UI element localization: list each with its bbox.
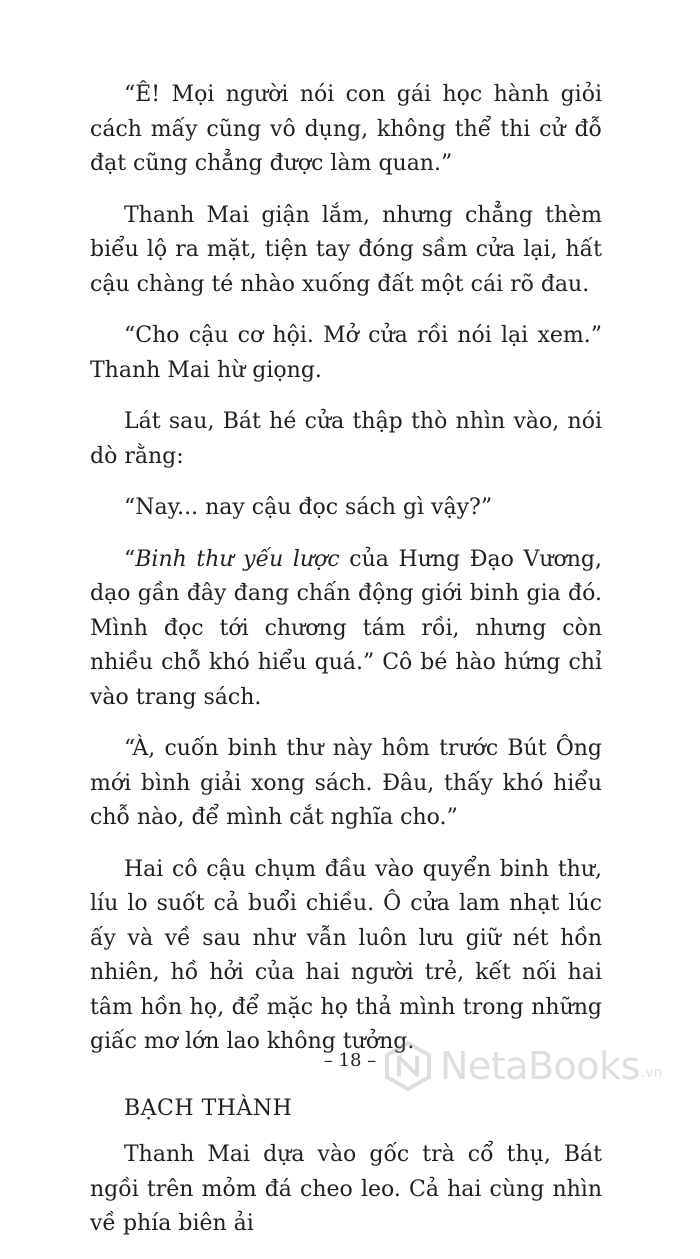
netabooks-logo-icon (382, 1040, 434, 1092)
paragraph-7: “À, cuốn binh thư này hôm trước Bút Ông mới bình giải xong sách. Đâu, thấy khó hiểu chỗ nào, để mình cắt nghĩa cho.” (90, 736, 602, 830)
paragraph-6 (90, 543, 602, 716)
watermark-tld: .vn (640, 1065, 663, 1081)
open-quote: “ (124, 546, 136, 572)
watermark (382, 1040, 662, 1092)
paragraph-3: “Cho cậu cơ hội. Mở cửa rồi nói lại xem.” Thanh Mai hừ giọng. (90, 323, 602, 383)
paragraph-6-rest: của Hưng Đạo Vương, dạo gần đây đang chấn động giới binh gia đó. Mình đọc tới chương tám rồi, nhưng còn nhiều chỗ khó hiểu quá.” Cô bé hào hứng chỉ vào trang sách. (90, 546, 603, 710)
paragraph-4: Lát sau, Bát hé cửa thập thò nhìn vào, nói dò rằng: (90, 409, 602, 469)
watermark-brand: NetaBooks (440, 1044, 640, 1088)
section-heading: BẠCH THÀNH (124, 1095, 293, 1121)
paragraph-1: “Ê! Mọi người nói con gái học hành giỏi cách mấy cũng vô dụng, không thể thi cử đỗ đạt cũng chẳng được làm quan.” (90, 82, 602, 176)
book-title: Binh thư yếu lược (135, 546, 340, 572)
paragraph-2: Thanh Mai giận lắm, nhưng chẳng thèm biểu lộ ra mặt, tiện tay đóng sầm cửa lại, hất cậu chàng té nhào xuống đất một cái rõ đau. (90, 202, 602, 297)
paragraph-5: “Nay... nay cậu đọc sách gì vậy?” (124, 495, 493, 520)
page-number: – 18 – (323, 1050, 377, 1071)
paragraph-8: Hai cô cậu chụm đầu vào quyển binh thư, líu lo suốt cả buổi chiều. Ô cửa lam nhạt lúc ấy và về sau như vẫn luôn lưu giữ nét hồn nhiên, hồ hởi của hai người trẻ, kết nối hai tâm hồn họ, để mặc họ thả mình trong những giấc mơ lớn lao không tưởng. (90, 856, 602, 1054)
paragraph-9: Thanh Mai dựa vào gốc trà cổ thụ, Bát ngồi trên mỏm đá cheo leo. Cả hai cùng nhìn về phía biên ải (90, 1142, 602, 1236)
